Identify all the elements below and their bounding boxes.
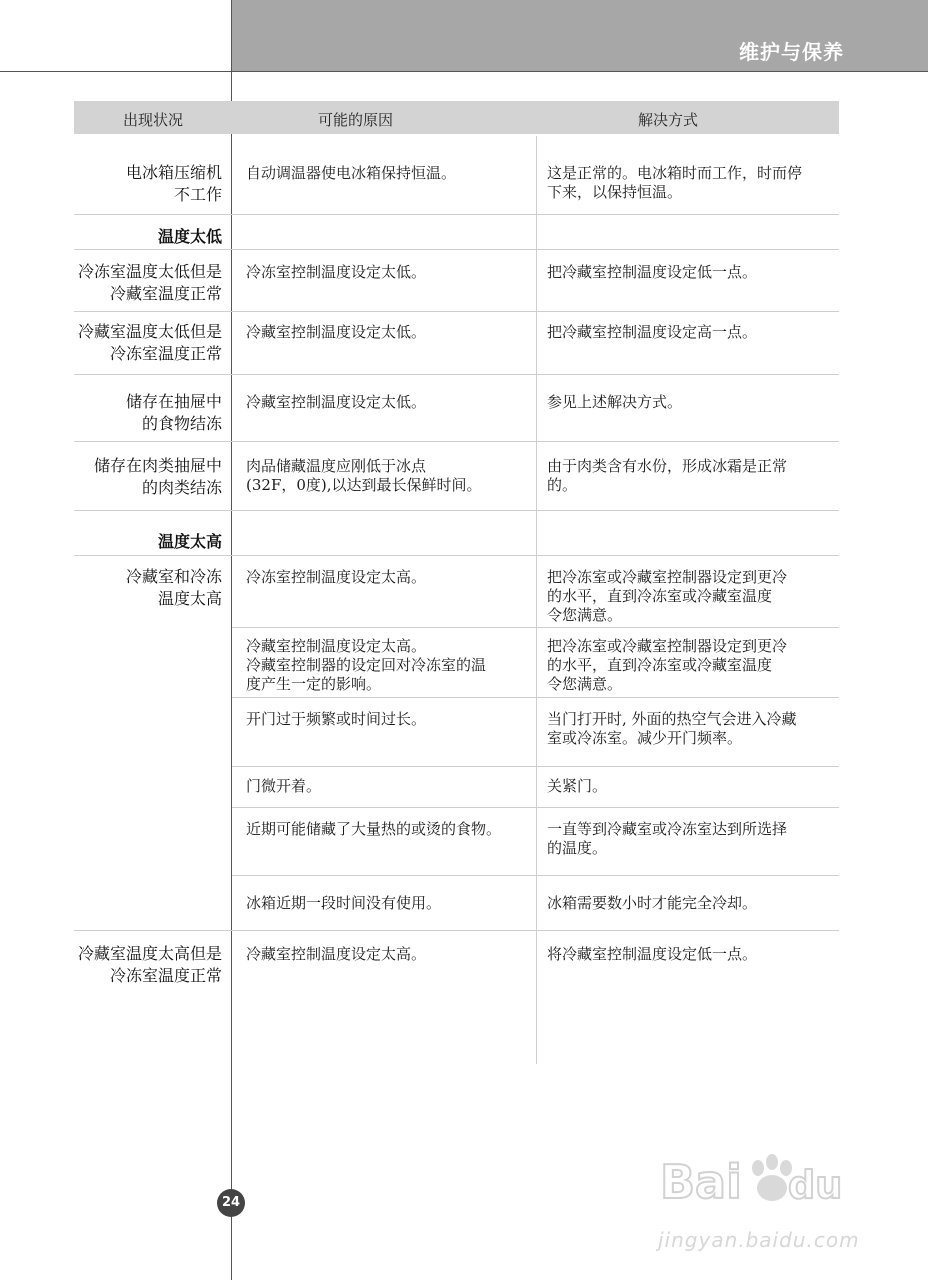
symptom-drawer-frozen: 储存在抽屉中 的食物结冻	[125, 392, 222, 433]
svg-text:du: du	[788, 1163, 843, 1207]
solution-compressor: 这是正常的。电冰箱时而工作，时而停 下来，以保持恒温。	[547, 164, 803, 201]
category-too-warm: 温度太高	[157, 532, 222, 551]
cause-door-opened-often: 开门过于频繁或时间过长。	[246, 710, 427, 728]
baidu-watermark-logo	[660, 1148, 870, 1218]
solution-fridge-too-cold: 把冷藏室控制温度设定高一点。	[547, 323, 758, 341]
cause-freezer-too-cold: 冷冻室控制温度设定太低。	[246, 263, 427, 281]
cause-compressor: 自动调温器使电冰箱保持恒温。	[246, 164, 457, 182]
header-solution: 解决方式	[638, 111, 699, 129]
symptom-fridge-too-warm: 冷藏室温度太高但是 冷冻室温度正常	[77, 944, 222, 985]
cause-door-ajar: 门微开着。	[246, 777, 322, 795]
column-separator	[536, 136, 537, 1064]
cause-drawer-frozen: 冷藏室控制温度设定太低。	[246, 393, 427, 411]
row-divider	[232, 627, 839, 628]
row-divider	[232, 875, 839, 876]
symptom-meat-frozen: 储存在肉类抽屉中 的肉类结冻	[93, 456, 222, 497]
solution-hot-food: 一直等到冷藏室或冷冻室达到所选择 的温度。	[547, 820, 788, 857]
table-header-bg	[74, 101, 839, 134]
section-title: 维护与保养	[739, 40, 844, 64]
row-divider	[74, 249, 839, 250]
category-too-cold: 温度太低	[157, 227, 222, 246]
row-divider	[74, 930, 839, 931]
cause-fridge-too-cold: 冷藏室控制温度设定太低。	[246, 323, 427, 341]
solution-fridge-too-warm: 将冷藏室控制温度设定低一点。	[547, 945, 758, 963]
cause-freezer-set-too-high: 冷冻室控制温度设定太高。	[246, 568, 427, 586]
row-divider	[74, 441, 839, 442]
symptom-fridge-too-cold: 冷藏室温度太低但是 冷冻室温度正常	[77, 322, 222, 363]
solution-door-ajar: 关紧门。	[547, 777, 608, 795]
page-number: 24	[217, 1189, 245, 1217]
solution-freezer-too-cold: 把冷藏室控制温度设定低一点。	[547, 263, 758, 281]
cause-meat-frozen: 肉品储藏温度应刚低于冰点 (32F，0度),以达到最长保鲜时间。	[246, 457, 482, 494]
row-divider	[232, 697, 839, 698]
watermark-url: jingyan.baidu.com	[658, 1228, 860, 1252]
solution-drawer-frozen: 参见上述解决方式。	[547, 393, 683, 411]
symptom-freezer-too-cold: 冷冻室温度太低但是 冷藏室温度正常	[77, 262, 222, 303]
row-divider	[232, 807, 839, 808]
symptom-both-too-warm: 冷藏室和冷冻 温度太高	[125, 567, 222, 608]
cause-not-used: 冰箱近期一段时间没有使用。	[246, 894, 442, 912]
solution-meat-frozen: 由于肉类含有水份，形成冰霜是正常 的。	[547, 457, 788, 494]
row-divider	[74, 510, 839, 511]
solution-freezer-set-too-high: 把冷冻室或冷藏室控制器设定到更冷 的水平，直到冷冻室或冷藏室温度 令您满意。	[547, 568, 788, 624]
cause-hot-food: 近期可能储藏了大量热的或烫的食物。	[246, 820, 502, 838]
row-divider	[74, 555, 839, 556]
header-cause: 可能的原因	[318, 111, 394, 129]
row-divider	[74, 374, 839, 375]
solution-door-opened-often: 当门打开时, 外面的热空气会进入冷藏 室或冷冻室。减少开门频率。	[547, 710, 797, 747]
cause-fridge-too-warm: 冷藏室控制温度设定太高。	[246, 945, 427, 963]
row-divider	[74, 311, 839, 312]
header-rule	[0, 71, 928, 72]
margin-rule	[231, 0, 232, 1280]
solution-not-used: 冰箱需要数小时才能完全冷却。	[547, 894, 758, 912]
header-symptom: 出现状况	[123, 111, 184, 129]
cause-fridge-set-too-high: 冷藏室控制温度设定太高。 冷藏室控制器的设定回对冷冻室的温 度产生一定的影响。	[246, 637, 487, 693]
solution-fridge-set-too-high: 把冷冻室或冷藏室控制器设定到更冷 的水平，直到冷冻室或冷藏室温度 令您满意。	[547, 637, 788, 693]
row-divider	[74, 214, 839, 215]
symptom-compressor: 电冰箱压缩机 不工作	[125, 163, 222, 204]
svg-text:Bai: Bai	[660, 1155, 742, 1209]
row-divider	[232, 766, 839, 767]
